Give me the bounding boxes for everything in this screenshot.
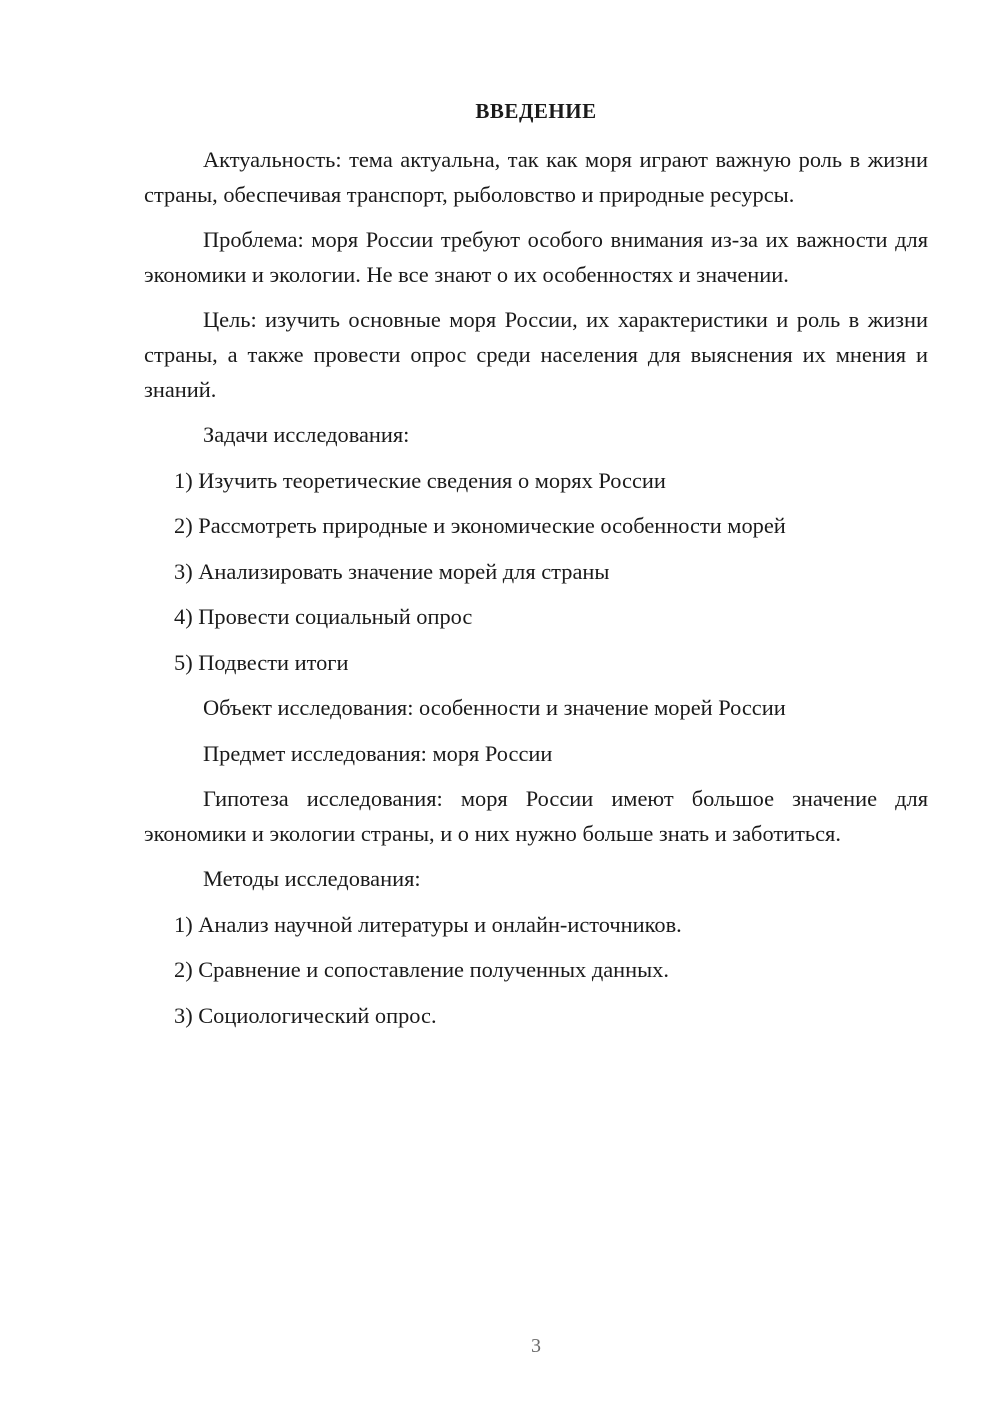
- research-object: Объект исследования: особенности и значение морей России: [203, 695, 786, 720]
- method-item: 2) Сравнение и сопоставление полученных данных.: [174, 957, 669, 982]
- document-body: [144, 142, 928, 1043]
- method-item: 1) Анализ научной литературы и онлайн-источников.: [174, 911, 682, 937]
- method-item: 3) Социологический опрос.: [174, 1002, 437, 1028]
- goal-paragraph: Цель: изучить основные моря России, их характеристики и роль в жизни страны, а также провести опрос среди населения для выяснения их мнения и знаний.: [144, 307, 928, 402]
- methods-list: [144, 907, 928, 1033]
- task-item: 1) Изучить теоретические сведения о морях России: [174, 467, 666, 493]
- relevance-paragraph: Актуальность: тема актуальна, так как моря играют важную роль в жизни страны, обеспечивая транспорт, рыболовство и природные ресурсы.: [144, 147, 928, 207]
- tasks-list: [144, 463, 928, 680]
- problem-paragraph: Проблема: моря России требуют особого внимания из-за их важности для экономики и экологии. Не все знают о их особенностях и значении.: [144, 227, 928, 287]
- task-item: 4) Провести социальный опрос: [174, 604, 473, 629]
- research-subject: Предмет исследования: моря России: [203, 740, 553, 766]
- section-heading: ВВЕДЕНИЕ: [475, 99, 597, 123]
- page-number: 3: [531, 1335, 541, 1357]
- task-item: 3) Анализировать значение морей для страны: [174, 558, 610, 584]
- task-item: 5) Подвести итоги: [174, 649, 349, 675]
- hypothesis-paragraph: Гипотеза исследования: моря России имеют большое значение для экономики и экологии страны, и о них нужно больше знать и заботиться.: [144, 786, 928, 846]
- task-item: 2) Рассмотреть природные и экономические особенности морей: [174, 513, 786, 538]
- tasks-title: Задачи исследования:: [203, 422, 410, 447]
- methods-title: Методы исследования:: [203, 866, 421, 891]
